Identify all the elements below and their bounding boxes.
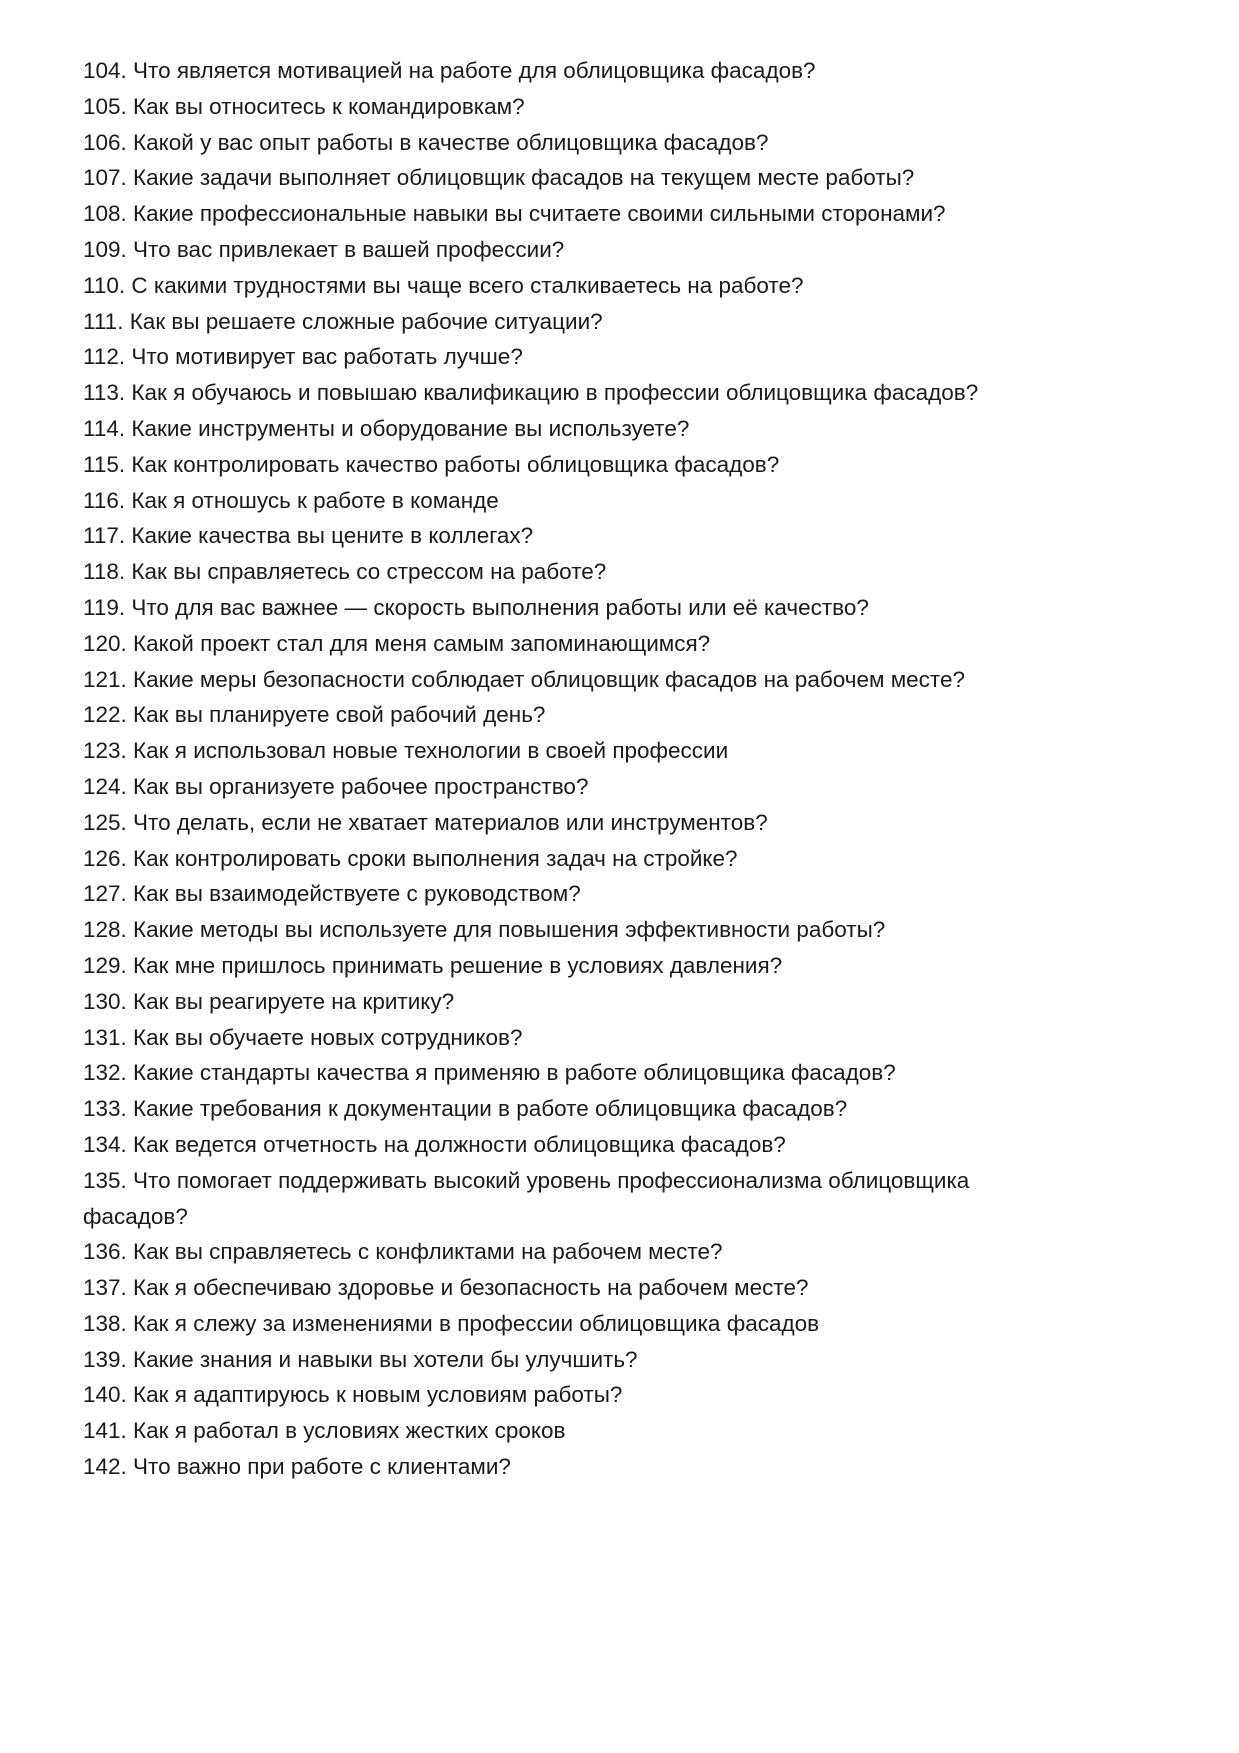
question-item: 141. Как я работал в условиях жестких сроков (83, 1418, 566, 1444)
question-item: 123. Как я использовал новые технологии в своей профессии (83, 738, 729, 764)
question-item: 129. Как мне пришлось принимать решение в условиях давления? (83, 952, 783, 978)
question-item: 120. Какой проект стал для меня самым запоминающимся? (83, 630, 711, 656)
question-item: 106. Какой у вас опыт работы в качестве облицовщика фасадов? (83, 129, 769, 155)
question-item: 121. Какие меры безопасности соблюдает облицовщик фасадов на рабочем месте? (83, 666, 966, 692)
question-item: 104. Что является мотивацией на работе для облицовщика фасадов? (83, 58, 816, 83)
question-item: 133. Какие требования к документации в работе облицовщика фасадов? (83, 1096, 848, 1122)
question-item: 128. Какие методы вы используете для повышения эффективности работы? (83, 917, 886, 943)
question-item: 136. Как вы справляетесь с конфликтами на рабочем месте? (83, 1239, 723, 1265)
question-item: 125. Что делать, если не хватает материалов или инструментов? (83, 809, 768, 835)
question-item: 116. Как я отношусь к работе в команде (83, 487, 499, 513)
question-item: 140. Как я адаптируюсь к новым условиям работы? (83, 1382, 623, 1408)
question-item: 109. Что вас привлекает в вашей профессии? (83, 236, 565, 262)
question-item: 117. Какие качества вы цените в коллегах? (83, 523, 534, 549)
question-item: 126. Как контролировать сроки выполнения задач на стройке? (83, 845, 738, 871)
question-item: 105. Как вы относитесь к командировкам? (83, 93, 525, 119)
question-item: 124. Как вы организуете рабочее пространство? (83, 773, 589, 799)
question-item: 108. Какие профессиональные навыки вы считаете своими сильными сторонами? (83, 201, 946, 227)
question-item: 118. Как вы справляетесь со стрессом на работе? (83, 559, 607, 585)
question-item: 137. Как я обеспечиваю здоровье и безопасность на рабочем месте? (83, 1275, 809, 1301)
question-item: 127. Как вы взаимодействуете с руководством? (83, 881, 581, 907)
question-item: 138. Как я слежу за изменениями в профессии облицовщика фасадов (83, 1310, 820, 1336)
question-item: 112. Что мотивирует вас работать лучше? (83, 344, 523, 370)
question-item: 110. С какими трудностями вы чаще всего сталкиваетесь на работе? (83, 272, 804, 298)
question-item: 115. Как контролировать качество работы облицовщика фасадов? (83, 451, 780, 477)
question-item: 132. Какие стандарты качества я применяю в работе облицовщика фасадов? (83, 1060, 896, 1086)
question-item: 114. Какие инструменты и оборудование вы используете? (83, 415, 690, 441)
question-item: 119. Что для вас важнее — скорость выполнения работы или её качество? (83, 594, 869, 620)
question-item: 111. Как вы решаете сложные рабочие ситуации? (83, 308, 603, 334)
question-item: 134. Как ведется отчетность на должности облицовщика фасадов? (83, 1131, 786, 1157)
question-list (83, 53, 1043, 1485)
question-item: 139. Какие знания и навыки вы хотели бы улучшить? (83, 1346, 638, 1372)
question-item: 130. Как вы реагируете на критику? (83, 988, 455, 1014)
question-item: 135. Что помогает поддерживать высокий уровень профессионализма облицовщика фасадов? (83, 1167, 970, 1229)
question-item: 107. Какие задачи выполняет облицовщик фасадов на текущем месте работы? (83, 165, 915, 191)
question-item: 131. Как вы обучаете новых сотрудников? (83, 1024, 523, 1050)
question-item: 113. Как я обучаюсь и повышаю квалификацию в профессии облицовщика фасадов? (83, 380, 979, 406)
question-item: 122. Как вы планируете свой рабочий день? (83, 702, 546, 728)
question-item: 142. Что важно при работе с клиентами? (83, 1454, 511, 1480)
